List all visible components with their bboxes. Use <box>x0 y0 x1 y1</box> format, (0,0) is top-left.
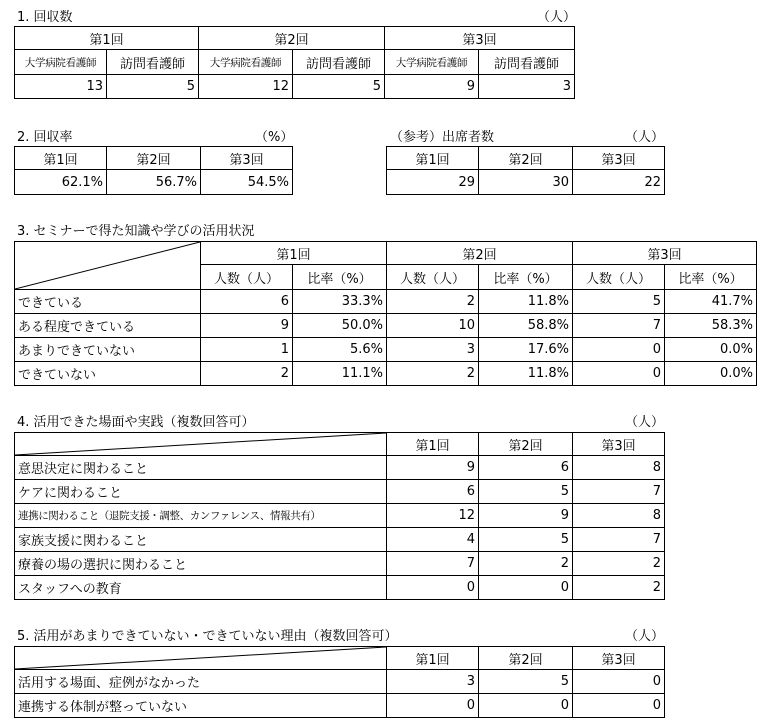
value-cell: 1 <box>201 338 293 362</box>
col-count-header: 人数（人） <box>387 265 479 290</box>
value-cell: 8 <box>573 504 665 528</box>
round-header: 第3回 <box>573 433 665 456</box>
value-cell: 0 <box>573 362 665 386</box>
section4-title: 4. 活用できた場面や実践（複数回答可） <box>17 415 255 430</box>
value-cell: 7 <box>573 528 665 552</box>
value-cell: 2 <box>573 552 665 576</box>
col-rate-header: 比率（%） <box>479 265 573 290</box>
round-header: 第3回 <box>201 147 293 170</box>
diagonal-line <box>15 242 200 289</box>
row-label: 活用する場面、症例がなかった <box>15 670 387 694</box>
value-cell: 2 <box>387 362 479 386</box>
table-row <box>15 576 665 600</box>
value-cell: 7 <box>573 480 665 504</box>
attendance-cell: 29 <box>387 170 479 195</box>
value-cell: 12 <box>387 504 479 528</box>
value-cell: 2 <box>387 290 479 314</box>
round-header: 第2回 <box>479 433 573 456</box>
row-label: スタッフへの教育 <box>15 576 387 600</box>
collection-rate-table <box>14 146 293 195</box>
table-row <box>15 314 757 338</box>
round-header: 第1回 <box>201 242 387 265</box>
attendance-cell: 30 <box>479 170 573 195</box>
count-cell: 9 <box>385 75 479 99</box>
round-header: 第2回 <box>199 27 385 50</box>
section1-title: 1. 回収数 <box>17 10 73 25</box>
round-header: 第3回 <box>573 147 665 170</box>
value-cell: 3 <box>387 670 479 694</box>
sub-header-hospital-nurse: 大学病院看護師 <box>199 50 293 75</box>
sub-header-hospital-nurse: 大学病院看護師 <box>15 50 107 75</box>
section5-title: 5. 活用があまりできていない・できていない理由（複数回答可） <box>17 629 398 644</box>
round-header: 第1回 <box>15 27 199 50</box>
col-count-header: 人数（人） <box>201 265 293 290</box>
value-cell: 11.8% <box>479 362 573 386</box>
row-label: 意思決定に関わること <box>15 456 387 480</box>
rate-cell: 62.1% <box>15 170 107 195</box>
section1-unit: （人） <box>537 10 577 25</box>
count-cell: 3 <box>479 75 575 99</box>
value-cell: 17.6% <box>479 338 573 362</box>
value-cell: 0 <box>573 670 665 694</box>
round-header: 第2回 <box>479 147 573 170</box>
diagonal-line <box>15 433 386 455</box>
diagonal-line <box>15 647 386 669</box>
section2-title: 2. 回収率 <box>17 130 73 145</box>
count-cell: 13 <box>15 75 107 99</box>
value-cell: 9 <box>201 314 293 338</box>
col-rate-header: 比率（%） <box>293 265 387 290</box>
table-row <box>15 670 665 694</box>
section3-title: 3. セミナーで得た知識や学びの活用状況 <box>17 224 255 239</box>
value-cell: 5 <box>479 670 573 694</box>
round-header: 第2回 <box>479 647 573 670</box>
round-header: 第1回 <box>387 433 479 456</box>
value-cell: 11.1% <box>293 362 387 386</box>
value-cell: 0.0% <box>665 362 757 386</box>
value-cell: 2 <box>201 362 293 386</box>
value-cell: 58.3% <box>665 314 757 338</box>
table-row <box>15 290 757 314</box>
value-cell: 3 <box>387 338 479 362</box>
sub-header-hospital-nurse: 大学病院看護師 <box>385 50 479 75</box>
value-cell: 10 <box>387 314 479 338</box>
col-count-header: 人数（人） <box>573 265 665 290</box>
row-label: あまりできていない <box>15 338 201 362</box>
count-cell: 5 <box>293 75 385 99</box>
count-cell: 5 <box>107 75 199 99</box>
value-cell: 33.3% <box>293 290 387 314</box>
value-cell: 5 <box>573 290 665 314</box>
attendance-table <box>386 146 665 195</box>
value-cell: 41.7% <box>665 290 757 314</box>
table-row <box>15 528 665 552</box>
round-header: 第3回 <box>573 647 665 670</box>
value-cell: 2 <box>479 552 573 576</box>
rate-cell: 56.7% <box>107 170 201 195</box>
attendance-cell: 22 <box>573 170 665 195</box>
collection-count-table <box>14 26 575 99</box>
non-utilization-reasons-table <box>14 646 665 718</box>
section4-unit: （人） <box>625 415 665 430</box>
utilization-scenes-table <box>14 432 665 600</box>
table-row <box>15 362 757 386</box>
value-cell: 0 <box>573 338 665 362</box>
value-cell: 5 <box>479 480 573 504</box>
attendance-title: （参考）出席者数 <box>390 130 495 145</box>
table-row <box>15 552 665 576</box>
section2-unit: （%） <box>255 130 294 145</box>
round-header: 第2回 <box>387 242 573 265</box>
value-cell: 4 <box>387 528 479 552</box>
table-row <box>15 694 665 718</box>
sub-header-visiting-nurse: 訪問看護師 <box>107 50 199 75</box>
row-label: 療養の場の選択に関わること <box>15 552 387 576</box>
value-cell: 50.0% <box>293 314 387 338</box>
value-cell: 6 <box>387 480 479 504</box>
row-label: できている <box>15 290 201 314</box>
value-cell: 58.8% <box>479 314 573 338</box>
section5-unit: （人） <box>625 629 665 644</box>
rate-cell: 54.5% <box>201 170 293 195</box>
value-cell: 6 <box>201 290 293 314</box>
value-cell: 6 <box>479 456 573 480</box>
round-header: 第3回 <box>573 242 757 265</box>
sub-header-visiting-nurse: 訪問看護師 <box>479 50 575 75</box>
sub-header-visiting-nurse: 訪問看護師 <box>293 50 385 75</box>
value-cell: 0.0% <box>665 338 757 362</box>
utilization-status-table <box>14 241 757 386</box>
table-row <box>15 456 665 480</box>
row-label: 連携に関わること（退院支援・調整、カンファレンス、情報共有） <box>15 504 387 528</box>
round-header: 第2回 <box>107 147 201 170</box>
round-header: 第1回 <box>387 647 479 670</box>
diagonal-header-cell <box>15 242 201 290</box>
value-cell: 7 <box>573 314 665 338</box>
value-cell: 11.8% <box>479 290 573 314</box>
value-cell: 5 <box>479 528 573 552</box>
row-label: ある程度できている <box>15 314 201 338</box>
row-label: 連携する体制が整っていない <box>15 694 387 718</box>
value-cell: 0 <box>573 694 665 718</box>
table-row <box>15 338 757 362</box>
value-cell: 2 <box>573 576 665 600</box>
table-row <box>15 480 665 504</box>
value-cell: 0 <box>387 694 479 718</box>
table-row <box>15 504 665 528</box>
attendance-unit: （人） <box>625 130 665 145</box>
value-cell: 7 <box>387 552 479 576</box>
round-header: 第1回 <box>15 147 107 170</box>
value-cell: 9 <box>387 456 479 480</box>
value-cell: 8 <box>573 456 665 480</box>
value-cell: 0 <box>387 576 479 600</box>
col-rate-header: 比率（%） <box>665 265 757 290</box>
count-cell: 12 <box>199 75 293 99</box>
row-label: 家族支援に関わること <box>15 528 387 552</box>
value-cell: 0 <box>479 694 573 718</box>
diagonal-header-cell <box>15 433 387 456</box>
value-cell: 5.6% <box>293 338 387 362</box>
value-cell: 0 <box>479 576 573 600</box>
row-label: できていない <box>15 362 201 386</box>
round-header: 第1回 <box>387 147 479 170</box>
round-header: 第3回 <box>385 27 575 50</box>
value-cell: 9 <box>479 504 573 528</box>
diagonal-header-cell <box>15 647 387 670</box>
row-label: ケアに関わること <box>15 480 387 504</box>
